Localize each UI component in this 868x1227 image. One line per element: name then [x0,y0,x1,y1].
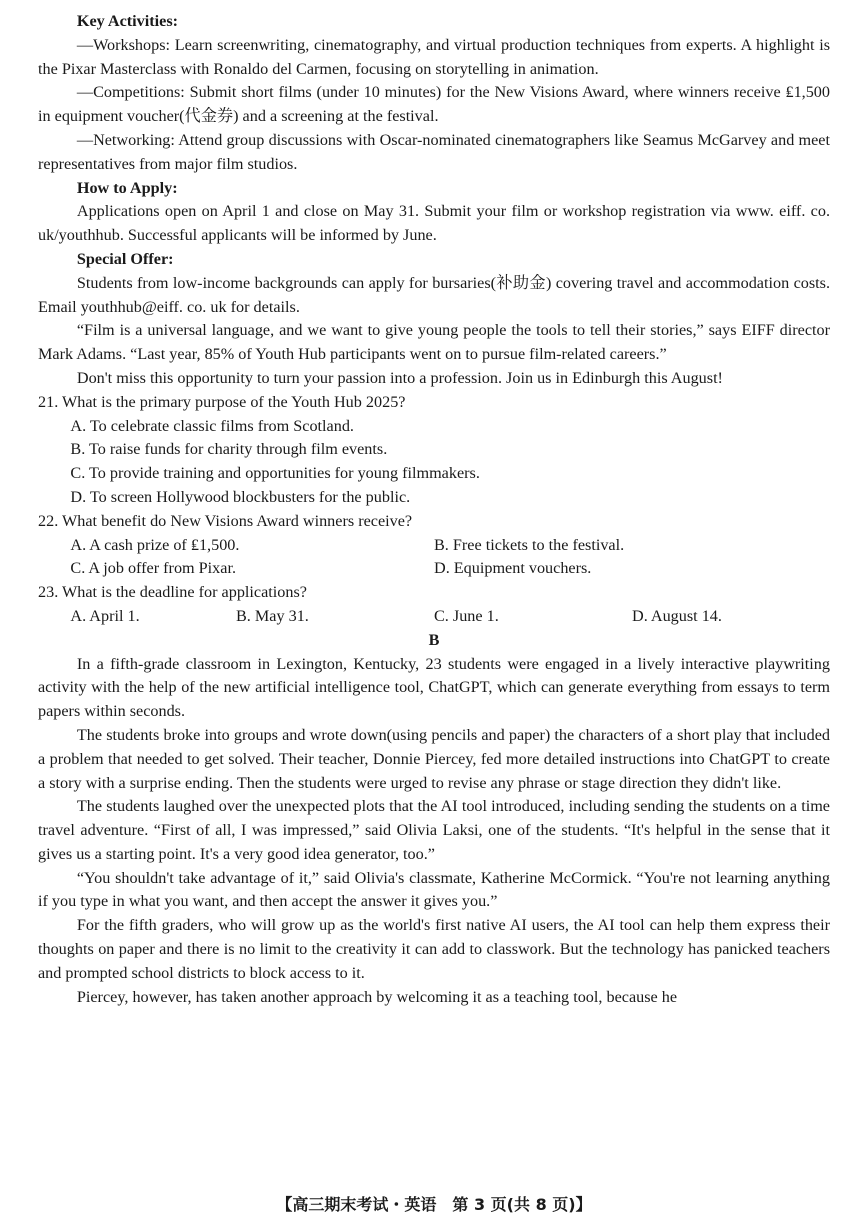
question-22 [38,510,830,581]
key-activities-heading: Key Activities: [76,12,179,30]
passage-b-paragraph: For the fifth graders, who will grow up as the world's first native AI users, the AI tool can help them express their thoughts on paper and there is no limit to the creativity it can add to classwork. But the technology has panicked teachers and prompted school districts to block access to it. [38,916,830,982]
option-d: D. Equipment vouchers. [434,559,592,578]
option-c: C. To provide training and opportunities for young filmmakers. [70,464,480,483]
question-23 [38,581,830,629]
option-c: C. June 1. [434,606,499,625]
director-quote-paragraph: “Film is a universal language, and we want to give young people the tools to tell their stories,” says EIFF director Mark Adams. “Last year, 85% of Youth Hub participants went on to pursue film-related careers.” [38,321,830,364]
activity-competitions: —Competitions: Submit short films (under 10 minutes) for the New Visions Award, where winners receive ₤1,500 in equipment voucher(代金券) and a screening at the festival. [38,83,830,126]
special-offer-text: Students from low-income backgrounds can apply for bursaries(补助金) covering travel and accommodation costs. Email youthhub@eiff. co. uk for details. [38,273,830,316]
option-a: A. To celebrate classic films from Scotland. [70,416,354,435]
closing-paragraph: Don't miss this opportunity to turn your passion into a profession. Join us in Edinburgh this August! [76,368,723,387]
page-content [38,10,830,1009]
passage-b-paragraph: Piercey, however, has taken another approach by welcoming it as a teaching tool, because he [76,987,678,1006]
question-21 [38,391,830,510]
how-to-apply-heading: How to Apply: [76,178,178,197]
section-b-label: B [428,630,440,649]
option-a: A. A cash prize of ₤1,500. [70,535,240,554]
passage-b-paragraph: The students laughed over the unexpected plots that the AI tool introduced, including sending the students on a time travel adventure. “First of all, I was impressed,” said Olivia Laksi, one of the students. “It's helpful in the sense that it gives us a starting point. It's a very good idea generator, too.” [38,797,830,863]
passage-b-paragraph: “You shouldn't take advantage of it,” said Olivia's classmate, Katherine McCormick. “You're not learning anything if you type in what you want, and then accept the answer it gives you.” [38,868,830,911]
option-b: B. To raise funds for charity through film events. [70,440,388,459]
page-footer: 【高三期末考试・英语 第 3 页(共 8 页)】 [276,1195,592,1214]
special-offer-heading: Special Offer: [76,249,174,268]
option-b: B. May 31. [236,606,309,625]
activity-workshops: —Workshops: Learn screenwriting, cinematography, and virtual production techniques from experts. A highlight is the Pixar Masterclass with Ronaldo del Carmen, focusing on storytelling in animation. [38,35,830,78]
option-a: A. April 1. [70,606,140,625]
option-d: D. To screen Hollywood blockbusters for the public. [70,487,411,506]
question-stem: 23. What is the deadline for applications? [38,583,307,602]
question-stem: 21. What is the primary purpose of the Youth Hub 2025? [38,392,406,411]
activity-networking: —Networking: Attend group discussions with Oscar-nominated cinematographers like Seamus McGarvey and meet representatives from major film studios. [38,130,830,173]
question-stem: 22. What benefit do New Visions Award winners receive? [38,511,413,530]
option-d: D. August 14. [632,606,722,625]
passage-b-paragraph: The students broke into groups and wrote down(using pencils and paper) the characters of a short play that included a problem that needed to get solved. Their teacher, Donnie Piercey, fed more detailed instructions into ChatGPT to create a story with a surprise ending. Then the students were urged to revise any phrase or stage direction they didn't like. [38,725,830,792]
passage-b-paragraph: In a fifth-grade classroom in Lexington, Kentucky, 23 students were engaged in a lively interactive playwriting activity with the help of the new artificial intelligence tool, ChatGPT, which can generate everything from essays to term papers within seconds. [38,654,830,721]
option-c: C. A job offer from Pixar. [70,559,237,578]
how-to-apply-text: Applications open on April 1 and close on May 31. Submit your film or workshop registration via www. eiff. co. uk/youthhub. Successful applicants will be informed by June. [38,202,830,245]
option-b: B. Free tickets to the festival. [434,535,625,554]
